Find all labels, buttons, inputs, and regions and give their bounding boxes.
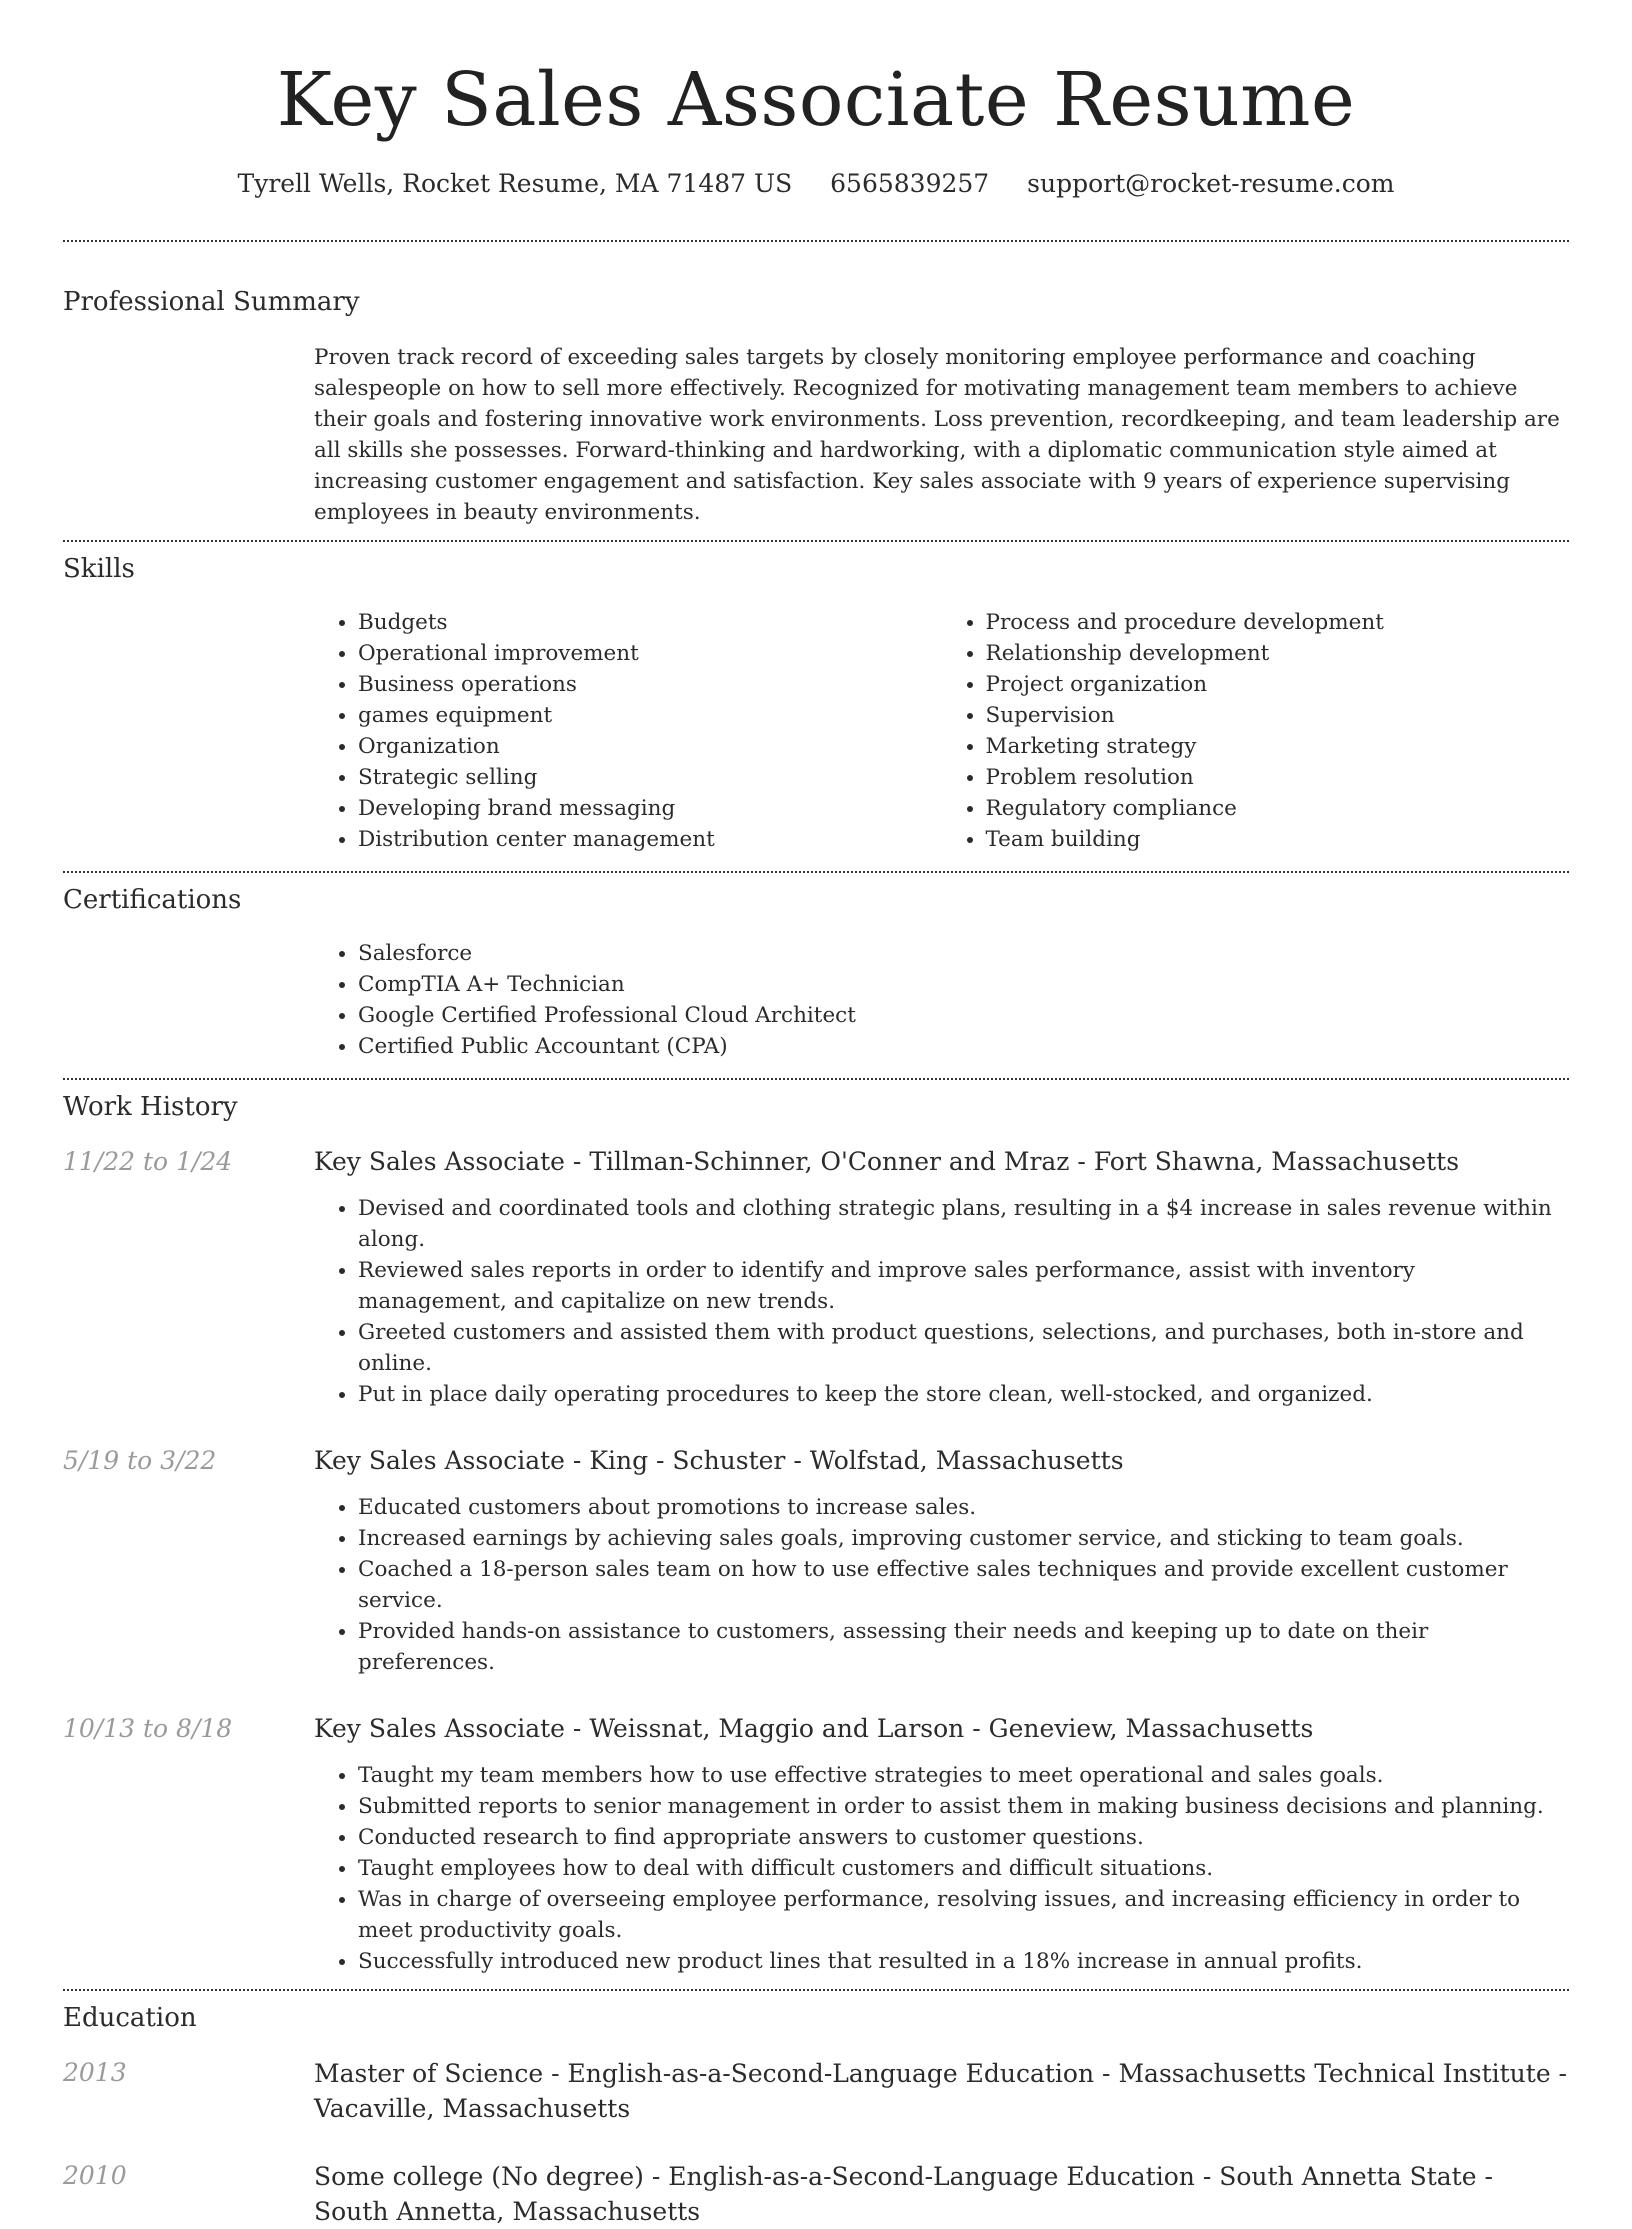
certification-item: • CompTIA A+ Technician: [358, 969, 1569, 1000]
job-bullet: • Taught employees how to deal with difficult customers and difficult situations.: [358, 1853, 1569, 1884]
summary-heading: Professional Summary: [63, 287, 360, 317]
skill-item: • Process and procedure development: [986, 607, 1570, 638]
certifications-list: [314, 938, 1569, 1062]
skills-heading: Skills: [63, 554, 135, 584]
skill-item: • Operational improvement: [358, 638, 942, 669]
skills-list-left: [314, 607, 942, 855]
skill-item: • Distribution center management: [358, 824, 942, 855]
summary-text: Proven track record of exceeding sales targets by closely monitoring employee performance and coaching salespeople on how to sell more effectively. Recognized for motivating management team members to achieve their goals and fostering innovative work environments. Loss prevention, recordkeeping, and team leadership are all skills she possesses. Forward-thinking and hardworking, with a diplomatic communication style aimed at increasing customer engagement and satisfaction. Key sales associate with 9 years of experience supervising employees in beauty environments.: [314, 345, 1560, 525]
skill-item: • Team building: [986, 824, 1570, 855]
education-degree: Some college (No degree) - English-as-a-Second-Language Education: [314, 2162, 1195, 2191]
job-entry: [63, 1712, 1569, 1977]
job-bullet: • Put in place daily operating procedures to keep the store clean, well-stocked, and organized.: [358, 1379, 1569, 1410]
job-bullet: • Greeted customers and assisted them with product questions, selections, and purchases, both in-store and online.: [358, 1317, 1569, 1379]
skill-item: • Supervision: [986, 700, 1570, 731]
contact-line: [63, 168, 1569, 200]
job-bullets: [314, 1760, 1569, 1977]
certification-item: • Google Certified Professional Cloud Architect: [358, 1000, 1569, 1031]
job-bullet: • Reviewed sales reports in order to identify and improve sales performance, assist with inventory management, and capitalize on new trends.: [358, 1255, 1569, 1317]
job-bullets: [314, 1492, 1569, 1678]
skill-item: • Problem resolution: [986, 762, 1570, 793]
job-entry: [63, 1444, 1569, 1678]
education-school: South Annetta State - South Annetta, Massachusetts: [314, 2162, 1493, 2226]
job-dates: 5/19 to 3/22: [63, 1446, 217, 1475]
contact-address: Tyrell Wells, Rocket Resume, MA 71487 US: [237, 169, 793, 198]
job-bullet: • Taught my team members how to use effective strategies to meet operational and sales goals.: [358, 1760, 1569, 1791]
resume-title: Key Sales Associate Resume: [276, 57, 1356, 143]
certification-item: • Certified Public Accountant (CPA): [358, 1031, 1569, 1062]
skill-item: • Project organization: [986, 669, 1570, 700]
contact-email[interactable]: support@rocket-resume.com: [1027, 169, 1395, 198]
skills-list-right: [942, 607, 1570, 855]
skill-item: • Strategic selling: [358, 762, 942, 793]
job-bullet: • Devised and coordinated tools and clothing strategic plans, resulting in a $4 increase in sales revenue within along.: [358, 1193, 1569, 1255]
skill-item: • Developing brand messaging: [358, 793, 942, 824]
skill-item: • Budgets: [358, 607, 942, 638]
certifications-heading: Certifications: [63, 885, 242, 915]
skill-item: • Regulatory compliance: [986, 793, 1570, 824]
job-bullets: [314, 1193, 1569, 1410]
education-degree: Master of Science - English-as-a-Second-Language Education: [314, 2059, 1095, 2088]
skills-columns: [314, 607, 1569, 855]
education-title: Some college (No degree) - English-as-a-Second-Language Education - South Annetta State - South Annetta, Massachusetts: [314, 2162, 1493, 2226]
job-bullet: • Was in charge of overseeing employee performance, resolving issues, and increasing efficiency in order to meet productivity goals.: [358, 1884, 1569, 1946]
job-dates: 11/22 to 1/24: [63, 1147, 233, 1176]
education-heading: Education: [63, 2003, 197, 2033]
job-bullet: • Increased earnings by achieving sales goals, improving customer service, and sticking to team goals.: [358, 1523, 1569, 1554]
skill-item: • Business operations: [358, 669, 942, 700]
job-dates: 10/13 to 8/18: [63, 1714, 233, 1743]
skill-item: • Organization: [358, 731, 942, 762]
education-year: 2010: [63, 2161, 127, 2190]
job-title: Key Sales Associate - King - Schuster - Wolfstad, Massachusetts: [314, 1446, 1124, 1475]
job-bullet: • Submitted reports to senior management in order to assist them in making business decisions and planning.: [358, 1791, 1569, 1822]
education-title: Master of Science - English-as-a-Second-Language Education - Massachusetts Technical Institute - Vacaville, Massachusetts: [314, 2059, 1568, 2123]
job-bullet: • Coached a 18-person sales team on how to use effective sales techniques and provide excellent customer service.: [358, 1554, 1569, 1616]
work-history-heading: Work History: [63, 1092, 238, 1122]
skills-section: [63, 542, 1569, 855]
job-bullet: • Successfully introduced new product lines that resulted in a 18% increase in annual profits.: [358, 1946, 1569, 1977]
skill-item: • Relationship development: [986, 638, 1570, 669]
summary-section: [63, 242, 1569, 528]
job-bullet: • Provided hands-on assistance to customers, assessing their needs and keeping up to date on their preferences.: [358, 1616, 1569, 1678]
education-entry: [63, 2056, 1569, 2126]
skill-item: • Marketing strategy: [986, 731, 1570, 762]
job-title: Key Sales Associate - Tillman-Schinner, O'Conner and Mraz - Fort Shawna, Massachusetts: [314, 1147, 1460, 1176]
education-section: [63, 1991, 1569, 2229]
job-title: Key Sales Associate - Weissnat, Maggio and Larson - Geneview, Massachusetts: [314, 1714, 1314, 1743]
work-history-section: [63, 1080, 1569, 1977]
education-year: 2013: [63, 2058, 127, 2087]
skill-item: • games equipment: [358, 700, 942, 731]
job-bullet: • Conducted research to find appropriate answers to customer questions.: [358, 1822, 1569, 1853]
certifications-section: [63, 873, 1569, 1062]
education-entry: [63, 2159, 1569, 2229]
job-entry: [63, 1145, 1569, 1410]
certification-item: • Salesforce: [358, 938, 1569, 969]
contact-phone: 6565839257: [830, 169, 990, 198]
job-bullet: • Educated customers about promotions to increase sales.: [358, 1492, 1569, 1523]
education-school: Massachusetts Technical Institute - Vacaville, Massachusetts: [314, 2059, 1568, 2123]
